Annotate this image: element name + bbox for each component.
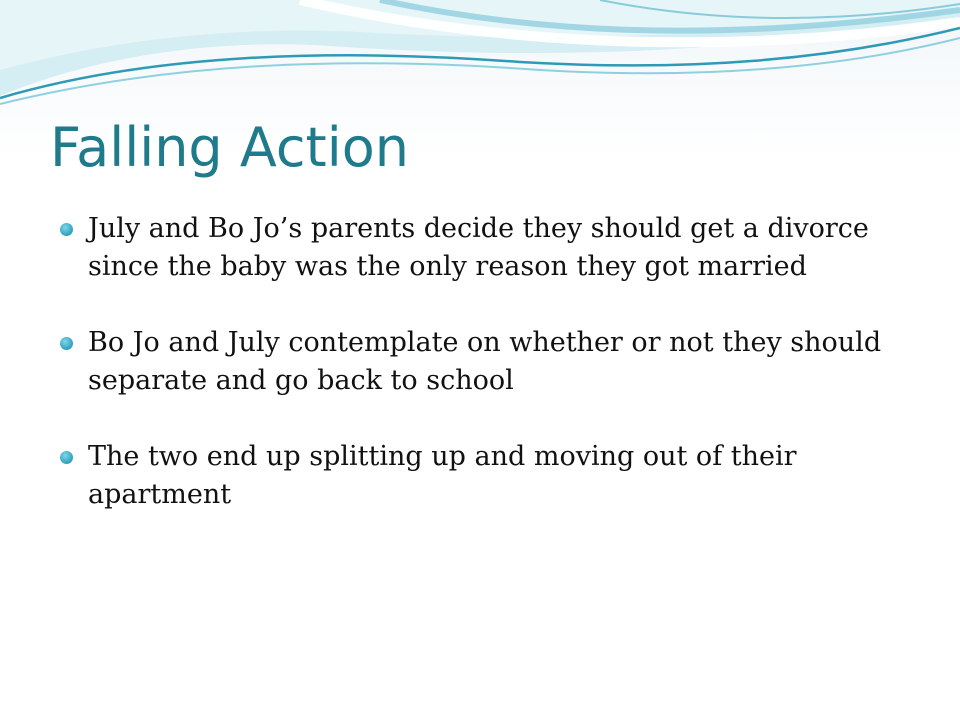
bullet-item: [56, 324, 906, 400]
bullet-text: Bo Jo and July contemplate on whether or not they should separate and go back to school: [88, 327, 882, 396]
slide-title: Falling Action: [50, 116, 409, 179]
bullet-item: [56, 438, 906, 514]
bullet-text: July and Bo Jo’s parents decide they should get a divorce since the baby was the only reason they got married: [88, 213, 869, 282]
bullet-dot-icon: [60, 337, 73, 350]
bullet-text: The two end up splitting up and moving out of their apartment: [88, 441, 797, 510]
header-wave-decoration: [0, 0, 960, 120]
bullet-list: [56, 210, 906, 552]
bullet-item: [56, 210, 906, 286]
bullet-dot-icon: [60, 223, 73, 236]
bullet-dot-icon: [60, 451, 73, 464]
